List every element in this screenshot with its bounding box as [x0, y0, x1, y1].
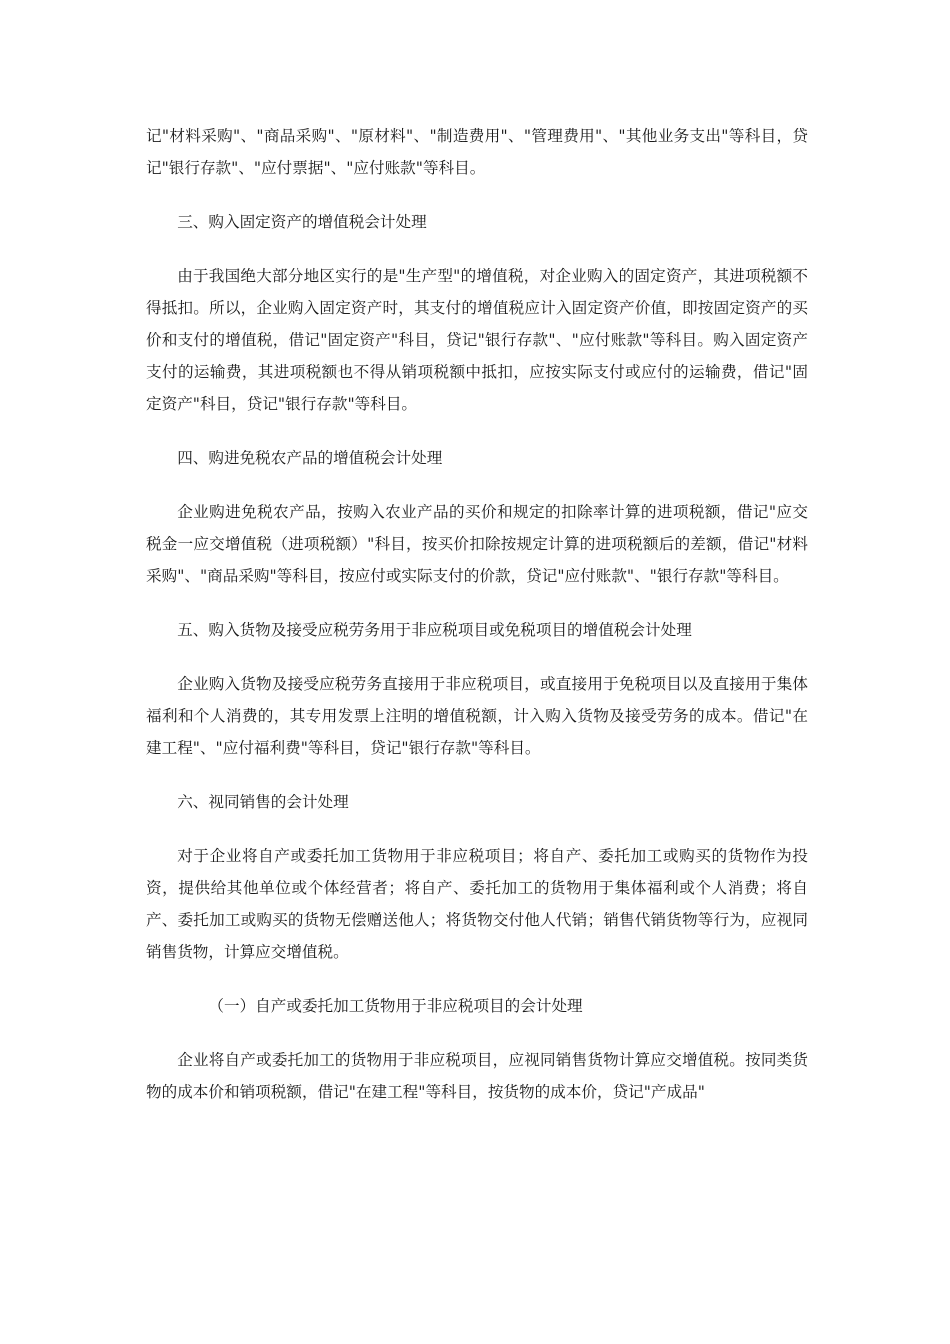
section-6-sub1-heading: （一）自产或委托加工货物用于非应税项目的会计处理 [208, 997, 583, 1015]
document-page [146, 120, 808, 1108]
section-6-body: 对于企业将自产或委托加工货物用于非应税项目；将自产、委托加工或购买的货物作为投资，提供给其他单位或个体经营者；将自产、委托加工的货物用于集体福利或个人消费；将自产、委托加工或购买的货物无偿赠送他人；将货物交付他人代销；销售代销货物等行为，应视同销售货物，计算应交增值税。 [146, 847, 808, 961]
section-3-body: 由于我国绝大部分地区实行的是"生产型"的增值税，对企业购入的固定资产，其进项税额不得抵扣。所以，企业购入固定资产时，其支付的增值税应计入固定资产价值，即按固定资产的买价和支付的增值税，借记"固定资产"科目，贷记"银行存款"、"应付账款"等科目。购入固定资产支付的运输费，其进项税额也不得从销项税额中抵扣，应按实际支付或应付的运输费，借记"固定资产"科目，贷记"银行存款"等科目。 [146, 267, 808, 413]
section-5-body: 企业购入货物及接受应税劳务直接用于非应税项目，或直接用于免税项目以及直接用于集体福利和个人消费的，其专用发票上注明的增值税额，计入购入货物及接受劳务的成本。借记"在建工程"、"应付福利费"等科目，贷记"银行存款"等科目。 [146, 675, 808, 757]
continuation-paragraph: 记"材料采购"、"商品采购"、"原材料"、"制造费用"、"管理费用"、"其他业务支出"等科目，贷记"银行存款"、"应付票据"、"应付账款"等科目。 [146, 127, 808, 177]
section-4-body: 企业购进免税农产品，按购入农业产品的买价和规定的扣除率计算的进项税额，借记"应交税金一应交增值税（进项税额）"科目，按买价扣除按规定计算的进项税额后的差额，借记"材料采购"、"商品采购"等科目，按应付或实际支付的价款，贷记"应付账款"、"银行存款"等科目。 [146, 503, 808, 585]
section-4-heading: 四、购进免税农产品的增值税会计处理 [177, 449, 443, 467]
section-6-sub1-body: 企业将自产或委托加工的货物用于非应税项目，应视同销售货物计算应交增值税。按同类货物的成本价和销项税额，借记"在建工程"等科目，按货物的成本价，贷记"产成品" [146, 1051, 808, 1101]
section-3-heading: 三、购入固定资产的增值税会计处理 [177, 213, 427, 231]
section-5-heading: 五、购入货物及接受应税劳务用于非应税项目或免税项目的增值税会计处理 [177, 621, 692, 639]
section-6-heading: 六、视同销售的会计处理 [177, 793, 349, 811]
